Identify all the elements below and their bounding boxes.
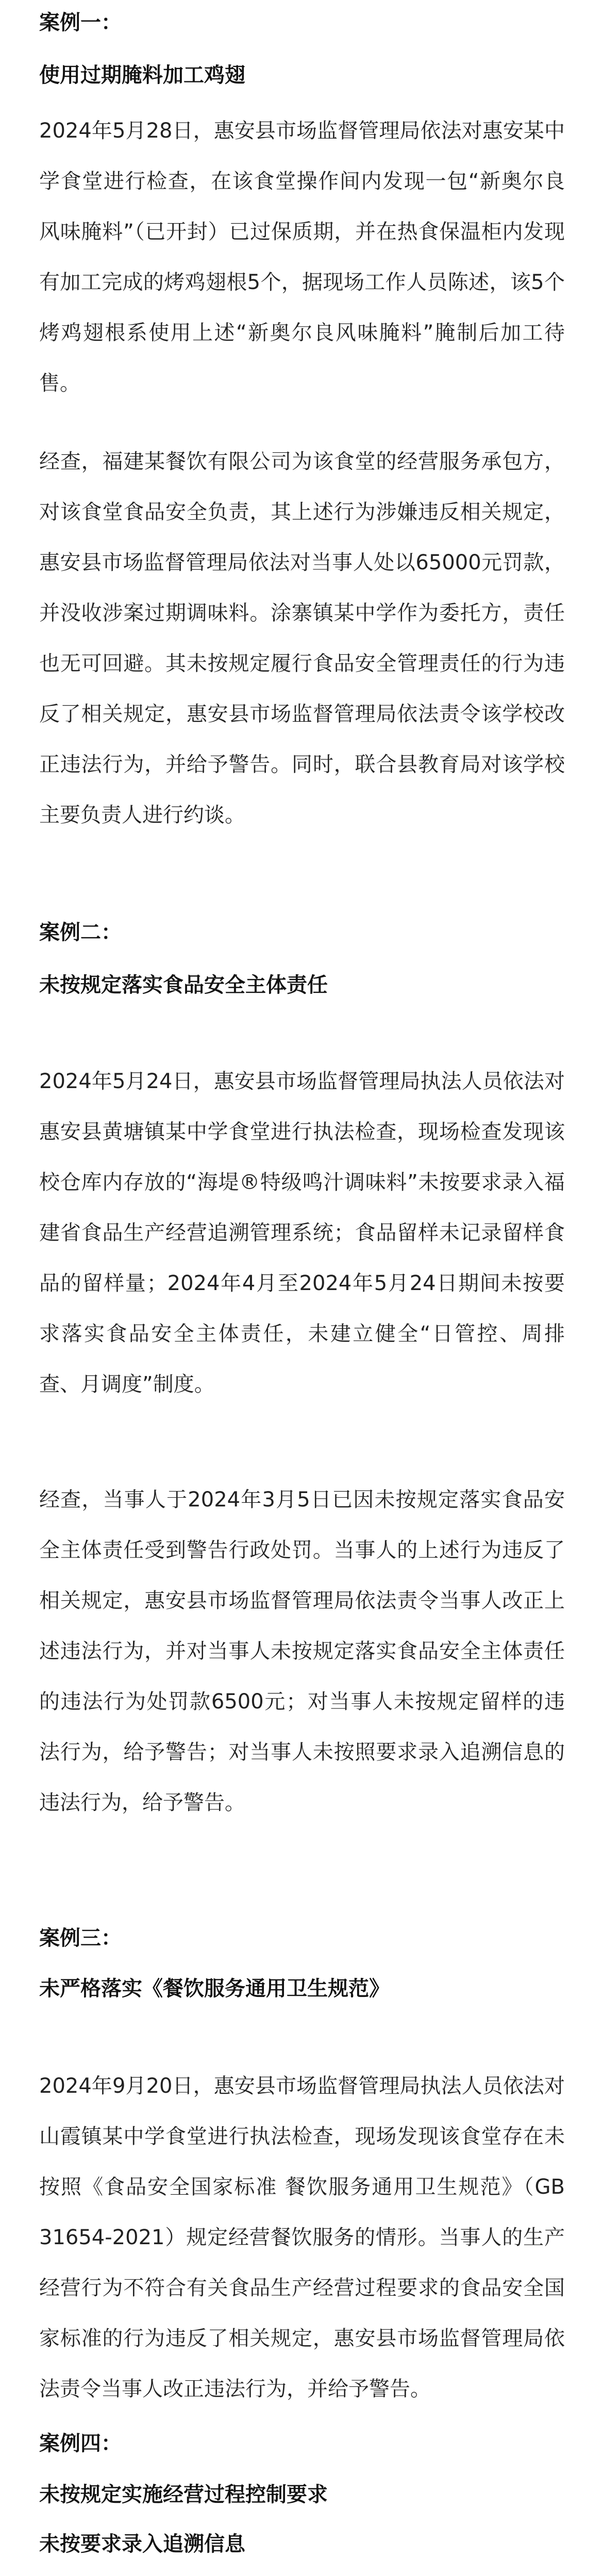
case-3-title: 未严格落实《餐饮服务通用卫生规范》 [39, 1977, 390, 2001]
case-4-label: 案例四： [39, 2432, 122, 2455]
case-2-paragraph-2: 经查，当事人于2024年3月5日已因未按规定落实食品安全主体责任受到警告行政处罚。当事人的上述行为违反了相关规定，惠安县市场监督管理局依法责令当事人改正上述违法行为，并对当事人未按规定落实食品安全主体责任的违法行为处罚款6500元；对当事人未按规定留样的违法行为，给予警告；对当事人未按照要求录入追溯信息的违法行为，给予警告。 [39, 1488, 565, 1815]
case-3-paragraph-1: 2024年9月20日，惠安县市场监督管理局执法人员依法对山霞镇某中学食堂进行执法检查，现场发现该食堂存在未按照《食品安全国家标准 餐饮服务通用卫生规范》（GB 31654-2021）规定经营餐饮服务的情形。当事人的生产经营行为不符合有关食品生产经营过程要求的食品安全国家标准的行为违反了相关规定，惠安县市场监督管理局依法责令当事人改正违法行为，并给予警告。 [39, 2074, 565, 2401]
case-1-label: 案例一： [39, 11, 122, 35]
case-2-title: 未按规定落实食品安全主体责任 [39, 973, 328, 997]
case-1-title: 使用过期腌料加工鸡翅 [39, 63, 245, 87]
case-2-label: 案例二： [39, 921, 122, 944]
case-3-label: 案例三： [39, 1926, 122, 1950]
case-1-paragraph-1: 2024年5月28日，惠安县市场监督管理局依法对惠安某中学食堂进行检查，在该食堂操作间内发现一包“新奥尔良风味腌料”（已开封）已过保质期，并在热食保温柜内发现有加工完成的烤鸡翅根5个，据现场工作人员陈述，该5个烤鸡翅根系使用上述“新奥尔良风味腌料”腌制后加工待售。 [39, 119, 565, 395]
case-2-paragraph-1: 2024年5月24日，惠安县市场监督管理局执法人员依法对惠安县黄塘镇某中学食堂进行执法检查，现场检查发现该校仓库内存放的“海堤®特级鸣汁调味料”未按要求录入福建省食品生产经营追溯管理系统；食品留样未记录留样食品的留样量；2024年4月至2024年5月24日期间未按要求落实食品安全主体责任，未建立健全“日管控、周排查、月调度”制度。 [39, 1070, 565, 1396]
case-4-title-1: 未按规定实施经营过程控制要求 [39, 2483, 328, 2506]
case-1-paragraph-2: 经查，福建某餐饮有限公司为该食堂的经营服务承包方，对该食堂食品安全负责，其上述行为涉嫌违反相关规定，惠安县市场监督管理局依法对当事人处以65000元罚款，并没收涉案过期调味料。涂寨镇某中学作为委托方，责任也无可回避。其未按规定履行食品安全管理责任的行为违反了相关规定，惠安县市场监督管理局依法责令该学校改正违法行为，并给予警告。同时，联合县教育局对该学校主要负责人进行约谈。 [39, 450, 565, 827]
case-4-title-2: 未按要求录入追溯信息 [39, 2532, 245, 2556]
